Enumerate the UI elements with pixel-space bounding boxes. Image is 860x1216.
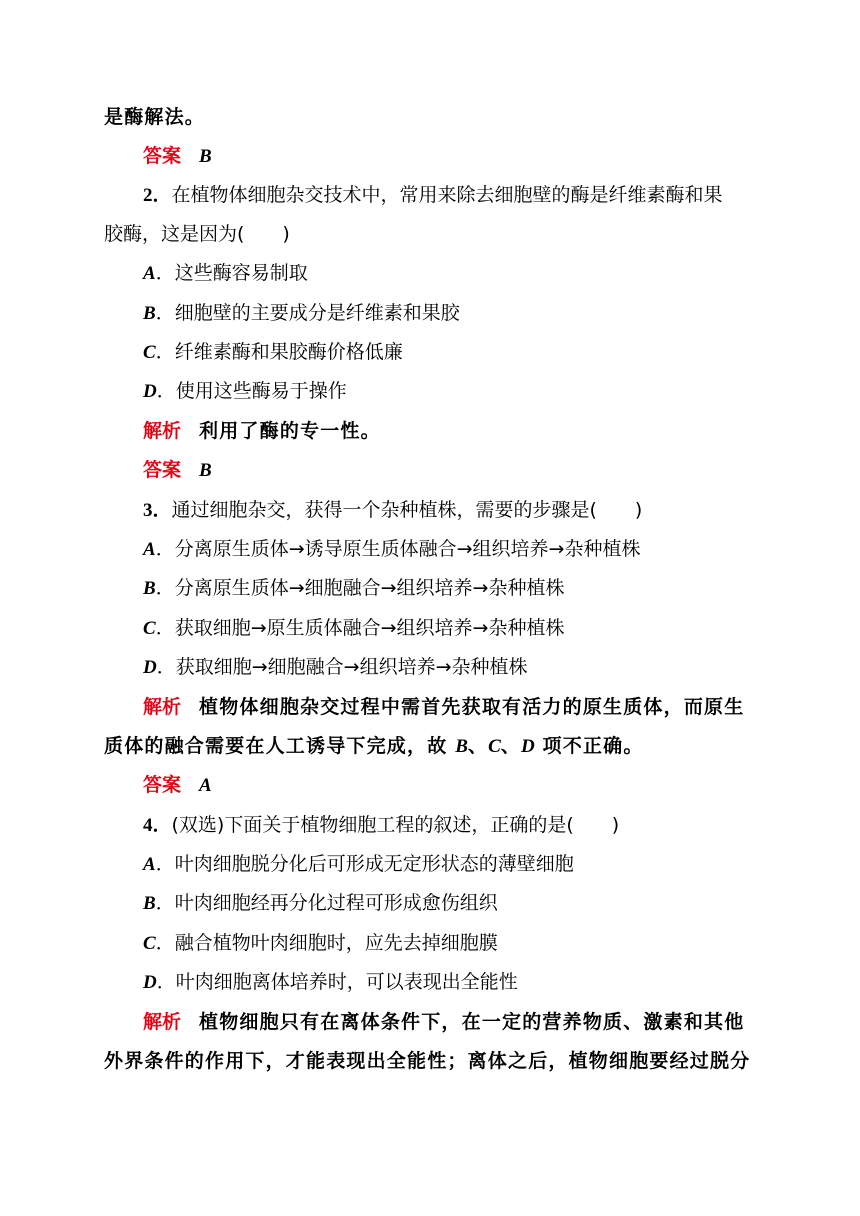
option-letter: B (143, 303, 156, 324)
option-text: ．分离原生质体→细胞融合→组织培养→杂种植株 (155, 577, 565, 599)
question-text: 在植物体细胞杂交技术中，常用来除去细胞壁的酶是纤维素酶和果 (171, 184, 723, 206)
option-a (143, 256, 308, 290)
option-c (143, 926, 498, 960)
explanation-text: 植物体细胞杂交过程中需首先获取有活力的原生质体，而原生 (199, 696, 745, 718)
option-text: ．细胞壁的主要成分是纤维素和果胶 (155, 302, 460, 324)
question-text: (双选)下面关于植物细胞工程的叙述，正确的是( ) (171, 814, 620, 836)
explanation-line (143, 690, 744, 724)
explanation-line (143, 1005, 744, 1039)
answer-value: B (199, 460, 212, 481)
explanation-label: 解析 (143, 1011, 182, 1033)
question-4 (143, 808, 619, 842)
option-b (143, 296, 460, 330)
option-text: ．获取细胞→原生质体融合→组织培养→杂种植株 (155, 617, 565, 639)
option-letter: C (143, 618, 156, 639)
option-letter: A (143, 263, 156, 284)
option-d (143, 650, 528, 684)
option-text: ．叶肉细胞脱分化后可形成无定形状态的薄壁细胞 (155, 853, 574, 875)
explanation-text: 外界条件的作用下，才能表现出全能性；离体之后，植物细胞要经过脱分 (104, 1050, 751, 1072)
question-number: 4． (143, 815, 172, 836)
explanation-text: 植物细胞只有在离体条件下，在一定的营养物质、激素和其他 (199, 1011, 745, 1033)
question-number: 2． (143, 185, 172, 206)
question-2 (143, 178, 723, 212)
answer-line (143, 453, 212, 487)
answer-value: A (199, 775, 212, 796)
explanation-text: 质体的融合需要在人工诱导下完成，故 (104, 735, 456, 757)
option-text: ．使用这些酶易于操作 (156, 380, 347, 402)
option-letter: B (143, 578, 156, 599)
question-2-continued (104, 217, 290, 251)
option-letter: D (143, 657, 157, 678)
line-text: 是酶解法。 (104, 106, 206, 128)
option-text: ．这些酶容易制取 (155, 262, 308, 284)
option-letter: A (143, 854, 156, 875)
option-text: ．获取细胞→细胞融合→组织培养→杂种植株 (156, 656, 528, 678)
answer-value: B (199, 146, 212, 167)
separator: 、 (500, 735, 521, 757)
option-a (143, 532, 640, 566)
answer-label: 答案 (143, 774, 182, 796)
option-text: ．分离原生质体→诱导原生质体融合→组织培养→杂种植株 (155, 538, 641, 560)
answer-line (143, 768, 212, 802)
separator: 、 (467, 735, 489, 757)
option-a (143, 847, 574, 881)
option-letter: C (143, 933, 156, 954)
question-text: 胶酶，这是因为( ) (104, 223, 290, 245)
answer-label: 答案 (143, 145, 182, 167)
answer-line (143, 139, 212, 173)
option-d (143, 374, 347, 408)
explanation-text: 利用了酶的专一性。 (199, 420, 381, 442)
option-letter: C (143, 342, 156, 363)
option-letter: A (143, 539, 156, 560)
option-text: ．叶肉细胞经再分化过程可形成愈伤组织 (155, 892, 498, 914)
option-ref-c: C (488, 736, 501, 757)
explanation-line (143, 414, 381, 448)
option-text: ．纤维素酶和果胶酶价格低廉 (155, 341, 403, 363)
option-letter: B (143, 893, 156, 914)
option-d (143, 965, 518, 999)
option-letter: D (143, 972, 157, 993)
option-b (143, 571, 564, 605)
option-c (143, 611, 564, 645)
question-text: 通过细胞杂交，获得一个杂种植株，需要的步骤是( ) (171, 499, 643, 521)
explanation-text: 项不正确。 (534, 735, 644, 757)
explanation-continued (104, 1044, 750, 1078)
option-text: ．叶肉细胞离体培养时，可以表现出全能性 (156, 971, 518, 993)
option-b (143, 886, 498, 920)
option-letter: D (143, 381, 157, 402)
answer-label: 答案 (143, 459, 182, 481)
question-3 (143, 493, 642, 527)
option-ref-b: B (455, 736, 468, 757)
explanation-label: 解析 (143, 696, 182, 718)
explanation-continued (104, 729, 644, 763)
option-ref-d: D (521, 736, 535, 757)
text-line (104, 100, 205, 134)
option-c (143, 335, 403, 369)
explanation-label: 解析 (143, 420, 182, 442)
question-number: 3． (143, 500, 172, 521)
option-text: ．融合植物叶肉细胞时，应先去掉细胞膜 (155, 932, 498, 954)
